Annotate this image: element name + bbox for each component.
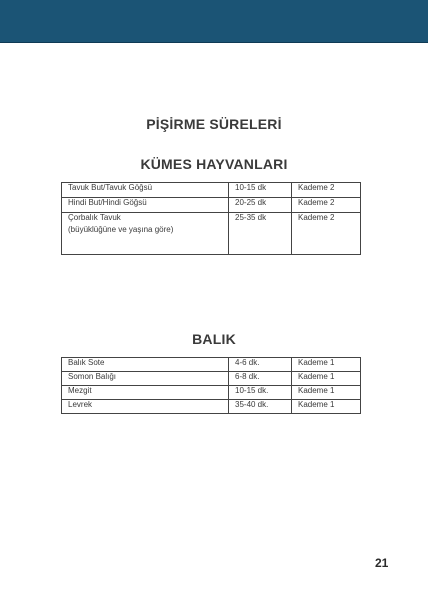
fish-table: [61, 357, 361, 414]
item-cell: Levrek: [62, 400, 229, 414]
level-cell: Kademe 1: [292, 372, 361, 386]
section-title-fish: BALIK: [192, 331, 236, 347]
item-note: (büyüklüğüne ve yaşına göre): [68, 225, 174, 234]
table-row: [62, 198, 361, 213]
header-bar: [0, 0, 428, 43]
level-cell: Kademe 1: [292, 358, 361, 372]
item-cell: Tavuk But/Tavuk Göğsü: [62, 183, 229, 198]
table-row: [62, 213, 361, 255]
page-number: 21: [375, 556, 389, 570]
table-row: [62, 372, 361, 386]
level-cell: Kademe 1: [292, 386, 361, 400]
time-cell: 25-35 dk: [229, 213, 292, 255]
poultry-table: [61, 182, 361, 255]
section-title-poultry: KÜMES HAYVANLARI: [140, 156, 288, 172]
item-cell: Hindi But/Hindi Göğsü: [62, 198, 229, 213]
page-title: PİŞİRME SÜRELERİ: [146, 116, 282, 132]
table-row: [62, 183, 361, 198]
item-name: Çorbalık Tavuk: [68, 213, 121, 222]
time-cell: 10-15 dk.: [229, 386, 292, 400]
level-cell: Kademe 1: [292, 400, 361, 414]
item-cell: Mezgit: [62, 386, 229, 400]
level-cell: Kademe 2: [292, 183, 361, 198]
level-cell: Kademe 2: [292, 213, 361, 255]
time-cell: 35-40 dk.: [229, 400, 292, 414]
table-row: [62, 400, 361, 414]
level-cell: Kademe 2: [292, 198, 361, 213]
item-cell: Somon Balığı: [62, 372, 229, 386]
time-cell: 4-6 dk.: [229, 358, 292, 372]
item-cell: Balık Sote: [62, 358, 229, 372]
table-row: [62, 358, 361, 372]
table-row: [62, 386, 361, 400]
time-cell: 10-15 dk: [229, 183, 292, 198]
time-cell: 6-8 dk.: [229, 372, 292, 386]
item-cell: [62, 213, 229, 255]
time-cell: 20-25 dk: [229, 198, 292, 213]
